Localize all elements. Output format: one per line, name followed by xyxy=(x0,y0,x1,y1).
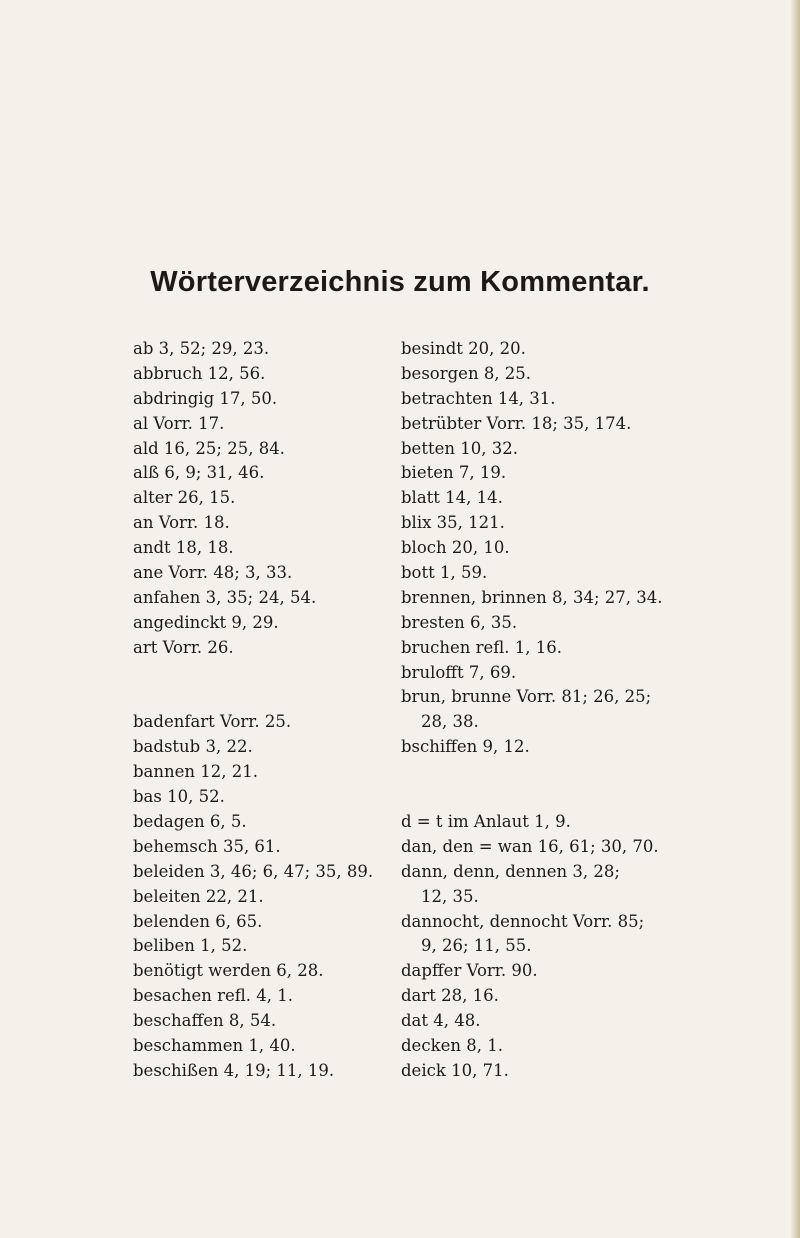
index-entry: belenden 6, 65. xyxy=(133,911,263,931)
index-entry: beliben 1, 52. xyxy=(133,936,248,956)
index-entry: dapffer Vorr. 90. xyxy=(401,961,538,981)
index-entry: beschißen 4, 19; 11, 19. xyxy=(133,1060,335,1080)
index-entry-continuation: 9, 26; 11, 55. xyxy=(421,936,532,956)
index-entry: ab 3, 52; 29, 23. xyxy=(133,339,270,358)
section-gap xyxy=(133,661,378,711)
index-entry: bas 10, 52. xyxy=(133,787,225,807)
index-entry: dannocht, dennocht Vorr. 85; xyxy=(401,911,645,931)
index-entry-continuation: 28, 38. xyxy=(421,712,479,732)
index-entry: beleiden 3, 46; 6, 47; 35, 89. xyxy=(133,861,374,881)
index-entry: beleiten 22, 21. xyxy=(133,886,264,906)
index-entry: anfahen 3, 35; 24, 54. xyxy=(133,587,317,607)
left-column xyxy=(133,337,378,1084)
index-entry: bruchen refl. 1, 16. xyxy=(401,637,562,657)
index-entry: beschaffen 8, 54. xyxy=(133,1011,277,1031)
index-entry: brennen, brinnen 8, 34; 27, 34. xyxy=(401,587,663,607)
right-column xyxy=(401,337,666,1084)
index-entry: badenfart Vorr. 25. xyxy=(133,712,292,732)
index-entry: dan, den = wan 16, 61; 30, 70. xyxy=(401,836,659,856)
index-entry: ane Vorr. 48; 3, 33. xyxy=(133,563,293,583)
index-entry: decken 8, 1. xyxy=(401,1035,503,1055)
index-entry: an Vorr. 18. xyxy=(133,513,230,533)
index-entry: alter 26, 15. xyxy=(133,488,236,508)
index-entry: angedinckt 9, 29. xyxy=(133,612,279,632)
index-entry: bott 1, 59. xyxy=(401,563,488,583)
index-entry: betrübter Vorr. 18; 35, 174. xyxy=(401,413,632,433)
index-entry: brun, brunne Vorr. 81; 26, 25; xyxy=(401,687,652,707)
index-entry: al Vorr. 17. xyxy=(133,413,225,433)
index-entry: betrachten 14, 31. xyxy=(401,388,556,408)
index-entry: badstub 3, 22. xyxy=(133,737,253,757)
index-entry: art Vorr. 26. xyxy=(133,637,234,657)
index-entry: ald 16, 25; 25, 84. xyxy=(133,438,285,458)
index-entry: brulofft 7, 69. xyxy=(401,662,517,682)
index-entry: betten 10, 32. xyxy=(401,438,518,458)
index-entry: abbruch 12, 56. xyxy=(133,363,266,383)
index-entry: benötigt werden 6, 28. xyxy=(133,961,324,981)
index-entry: bloch 20, 10. xyxy=(401,538,510,558)
index-entry: blatt 14, 14. xyxy=(401,488,503,508)
index-entry: dann, denn, dennen 3, 28; xyxy=(401,861,620,881)
index-entry: bieten 7, 19. xyxy=(401,463,507,483)
index-entry: dat 4, 48. xyxy=(401,1011,481,1031)
index-entry: besindt 20, 20. xyxy=(401,339,526,358)
index-entry: beschammen 1, 40. xyxy=(133,1035,296,1055)
index-entry: behemsch 35, 61. xyxy=(133,836,281,856)
index-entry: bresten 6, 35. xyxy=(401,612,518,632)
index-entry: dart 28, 16. xyxy=(401,986,499,1006)
index-entry: alß 6, 9; 31, 46. xyxy=(133,463,265,483)
index-entry: abdringig 17, 50. xyxy=(133,388,278,408)
index-entry-continuation: 12, 35. xyxy=(421,886,479,906)
index-entry: blix 35, 121. xyxy=(401,513,505,533)
index-entry: besorgen 8, 25. xyxy=(401,363,532,383)
index-entry: bschiffen 9, 12. xyxy=(401,737,530,757)
index-entry: d = t im Anlaut 1, 9. xyxy=(401,811,571,831)
index-entry: besachen refl. 4, 1. xyxy=(133,986,294,1006)
index-entry: deick 10, 71. xyxy=(401,1060,509,1080)
index-entry: bedagen 6, 5. xyxy=(133,811,247,831)
page-title: Wörterverzeichnis zum Kommentar. xyxy=(150,266,650,298)
index-entry: andt 18, 18. xyxy=(133,538,234,558)
index-entry: bannen 12, 21. xyxy=(133,762,259,782)
page-edge xyxy=(790,0,800,1238)
section-gap xyxy=(401,760,666,810)
